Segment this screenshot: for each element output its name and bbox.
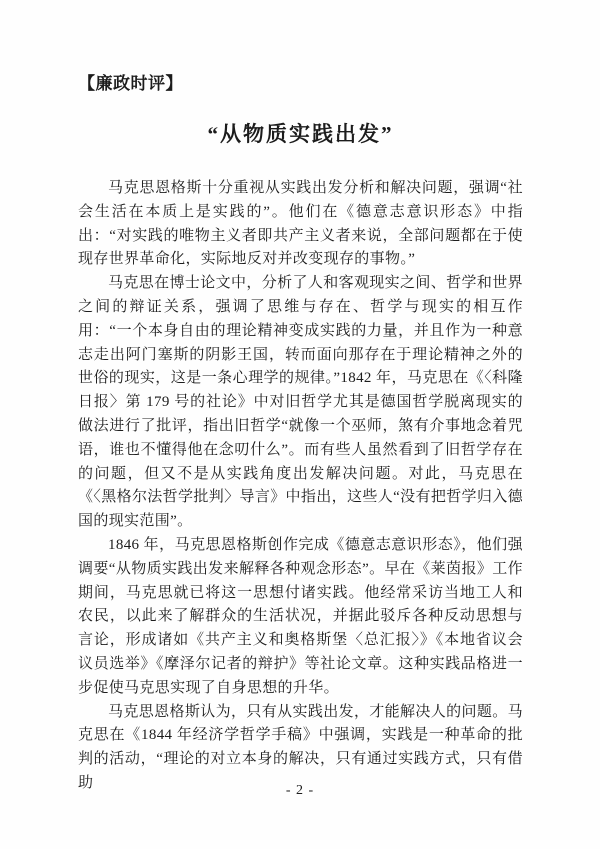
paragraph-3: 1846 年，马克思恩格斯创作完成《德意志意识形态》，他们强调要“从物质实践出发来解释各种观念形态”。早在《莱茵报》工作期间，马克思就已将这一思想付诸实践。他经常采访当地工人和农民，以此来了解群众的生活状况，并据此驳斥各种反动思想与言论，形成诸如《共产主义和奥格斯堡〈总汇报〉》《本地省议会议员选举》《摩泽尔记者的辩护》等社论文章。这种实践品格进一步促使马克思实现了自身思想的升华。 — [78, 536, 523, 696]
paragraph-2: 马克思在博士论文中，分析了人和客观现实之间、哲学和世界之间的辩证关系，强调了思维与存在、哲学与现实的相互作用：“一个本身自由的理论精神变成实践的力量，并且作为一种意志走出阿门塞斯的阴影王国，转而面向那存在于理论精神之外的世俗的现实，这是一条心理学的规律。”1842 年，马克思在《〈科隆日报〉第 179 号的社论》中对旧哲学尤其是德国哲学脱离现实的做法进行了批评，指出旧哲学“就像一个巫师，煞有介事地念着咒语，谁也不懂得他在念叨什么”。而有些人虽然看到了旧哲学存在的问题，但又不是从实践角度出发解决问题。对此，马克思在《〈黑格尔法哲学批判〉导言》中指出，这些人“没有把哲学归入德国的现实范围”。 — [78, 275, 523, 530]
paragraph-1: 马克思恩格斯十分重视从实践出发分析和解决问题，强调“社会生活在本质上是实践的”。他们在《德意志意识形态》中指出：“对实践的唯物主义者即共产主义者来说，全部问题都在于使现存世界革命化，实际地反对并改变现存的事物。” — [78, 180, 523, 268]
page-number: - 2 - — [285, 783, 315, 798]
article-body — [78, 177, 523, 796]
document-content — [78, 74, 523, 796]
paragraph-4: 马克思恩格斯认为，只有从实践出发，才能解决人的问题。马克思在《1844 年经济学哲学手稿》中强调，实践是一种革命的批判的活动，“理论的对立本身的解决，只有通过实践方式，只有借助 — [78, 703, 523, 791]
article-title: “从物质实践出发” — [207, 122, 394, 146]
section-header: 【廉政时评】 — [78, 74, 183, 93]
